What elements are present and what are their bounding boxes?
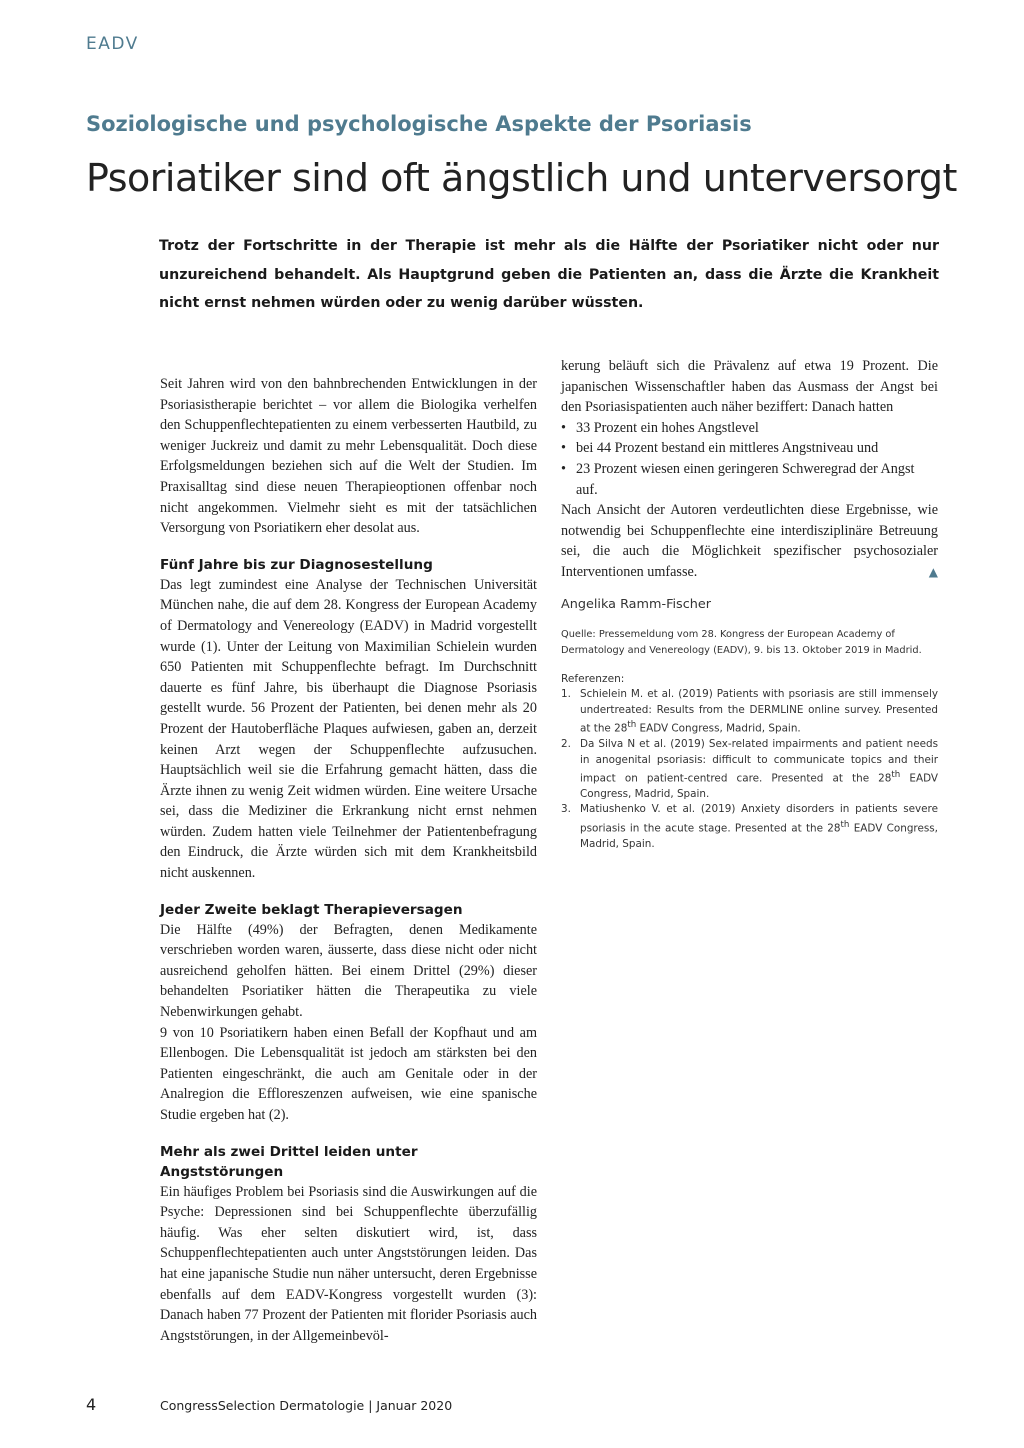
list-item: • 33 Prozent ein hohes Angstlevel	[561, 418, 938, 439]
intro-paragraph: Seit Jahren wird von den bahnbrechenden Entwicklungen in der Psoriasistherapie berichtet – vor allem die Biologika verhelfen den Schuppenflechtepatienten zu einem verbesserten Hautbild, zu weniger Juckreiz und damit zu mehr Lebensqualität. Doch diese Erfolgsmeldungen beziehen sich auf die Welt der Studien. Im Praxisalltag sind diese neuen Therapieoptionen offenbar noch nicht angekommen. Vielmehr sieht es mit der tatsächlichen Versorgung von Psoriatikern eher desolat aus.	[160, 376, 537, 537]
article-headline: Psoriatiker sind oft ängstlich und unterversorgt	[86, 156, 957, 200]
source-note: Quelle: Pressemeldung vom 28. Kongress der European Academy of Dermatology and Venereology (EADV), 9. bis 13. Oktober 2019 in Madrid.	[561, 628, 922, 656]
section-tag: EADV	[86, 34, 139, 54]
references-title: Referenzen:	[561, 672, 625, 685]
reference-item: 3. Matiushenko V. et al. (2019) Anxiety disorders in patients severe psoriasis in the acute stage. Presented at the 28th EADV Congress, Madrid, Spain.	[561, 803, 938, 850]
reference-item: 1. Schielein M. et al. (2019) Patients with psoriasis are still immensely undertreated: Results from the DERMLINE online survey. Presented at the 28th EADV Congress, Madrid, Spain.	[561, 688, 938, 735]
conclusion-text: Nach Ansicht der Autoren verdeutlichten diese Ergebnisse, wie notwendig bei Schuppenflechte eine interdisziplinäre Betreuung sei, die auch die Möglichkeit spezifischer psychosozialer Interventionen umfasse.	[561, 502, 938, 580]
anxiety-level-list	[561, 418, 938, 500]
end-of-article-icon: ▲	[928, 564, 938, 579]
left-column	[160, 374, 537, 1346]
section-text-diagnosis: Das legt zumindest eine Analyse der Technischen Universität München nahe, die auf dem 28. Kongress der European Academy of Dermatology and Venereology (EADV) in Madrid vorgestellt wurde (1). Unter der Leitung von Maximilian Schielein wurden 650 Patienten mit Schuppenflechte befragt. Im Durchschnitt dauerte es fünf Jahre, bis überhaupt die Diagnose Psoriasis gestellt wurde. 56 Prozent der Patienten, bei denen mehr als 20 Prozent der Hautoberfläche Plaques aufwiesen, gaben an, derzeit keinen Arzt wegen der Schuppenflechte aufzusuchen. Hauptsächlich weil sie die Erfahrung gemacht hätten, dass die Ärzte ihnen zu wenig Zeit widmen würden. Eine weitere Ursache sei, dass die Mediziner die Erkrankung nicht ernst nehmen würden. Zudem hatten viele Teilnehmer der Patientenbefragung den Eindruck, die Ärzte würden sich mit dem Krankheitsbild nicht auskennen.	[160, 576, 537, 882]
section-text-anxiety: Ein häufiges Problem bei Psoriasis sind die Auswirkungen auf die Psyche: Depressionen sind bei Schuppenflechte überzufällig häufig. Was eher selten diskutiert wird, ist, dass Schuppenflechtepatienten auch unter Angststörungen leiden. Das hat eine japanische Studie nun näher untersucht, deren Ergebnisse ebenfalls auf dem EADV-Kongress vorgestellt wurden (3): Danach haben 77 Prozent der Patienten mit florider Psoriasis auch Angststörungen, in der Allgemeinbevöl-	[160, 1183, 537, 1344]
section-text-therapy-failure-b: 9 von 10 Psoriatikern haben einen Befall der Kopfhaut und am Ellenbogen. Die Lebensqualität ist jedoch am stärksten bei den Patienten eingeschränkt, die auch am Genitale oder in der Analregion die Effloreszenzen aufweisen, wie eine spanische Studie ergeben hat (2).	[160, 1024, 537, 1123]
list-item: • 23 Prozent wiesen einen geringeren Schweregrad der Angst auf.	[561, 459, 938, 500]
reference-item: 2. Da Silva N et al. (2019) Sex-related impairments and patient needs in anogenital psoriasis: difficult to communicate topics and their impact on patient-centred care. Presented at the 28th EADV Congress, Madrid, Spain.	[561, 738, 938, 800]
article-kicker: Soziologische und psychologische Aspekte der Psoriasis	[86, 112, 752, 136]
references-list	[561, 687, 938, 852]
article-lead: Trotz der Fortschritte in der Therapie ist mehr als die Hälfte der Psoriatiker nicht oder nur unzureichend behandelt. Als Hauptgrund geben die Patienten an, dass die Ärzte die Krankheit nicht ernst nehmen würden oder zu wenig darüber wüssten.	[159, 238, 939, 311]
publication-footer: CongressSelection Dermatologie | Januar 2020	[160, 1398, 453, 1413]
right-column	[561, 356, 938, 852]
section-heading-anxiety: Mehr als zwei Drittel leiden unter Angststörungen	[160, 1143, 418, 1180]
page-number: 4	[86, 1395, 97, 1414]
author-name: Angelika Ramm-Fischer	[561, 596, 712, 612]
section-text-therapy-failure-a: Die Hälfte (49%) der Befragten, denen Medikamente verschrieben worden waren, äusserte, dass diese nicht oder nicht ausreichend geholfen hätten. Bei einem Drittel (29%) dieser behandelten Psoriatiker hätten die Therapeutika zu viele Nebenwirkungen gehabt.	[160, 921, 537, 1021]
section-heading-diagnosis: Fünf Jahre bis zur Diagnosestellung	[160, 556, 433, 573]
conclusion-paragraph	[561, 500, 938, 582]
list-item: • bei 44 Prozent bestand ein mittleres Angstniveau und	[561, 438, 938, 459]
continuation-paragraph: kerung beläuft sich die Prävalenz auf etwa 19 Prozent. Die japanischen Wissenschaftler haben das Ausmass der Angst bei den Psoriasispatienten auch näher beziffert: Danach hatten	[561, 358, 938, 416]
section-heading-therapy-failure: Jeder Zweite beklagt Therapieversagen	[160, 901, 463, 918]
